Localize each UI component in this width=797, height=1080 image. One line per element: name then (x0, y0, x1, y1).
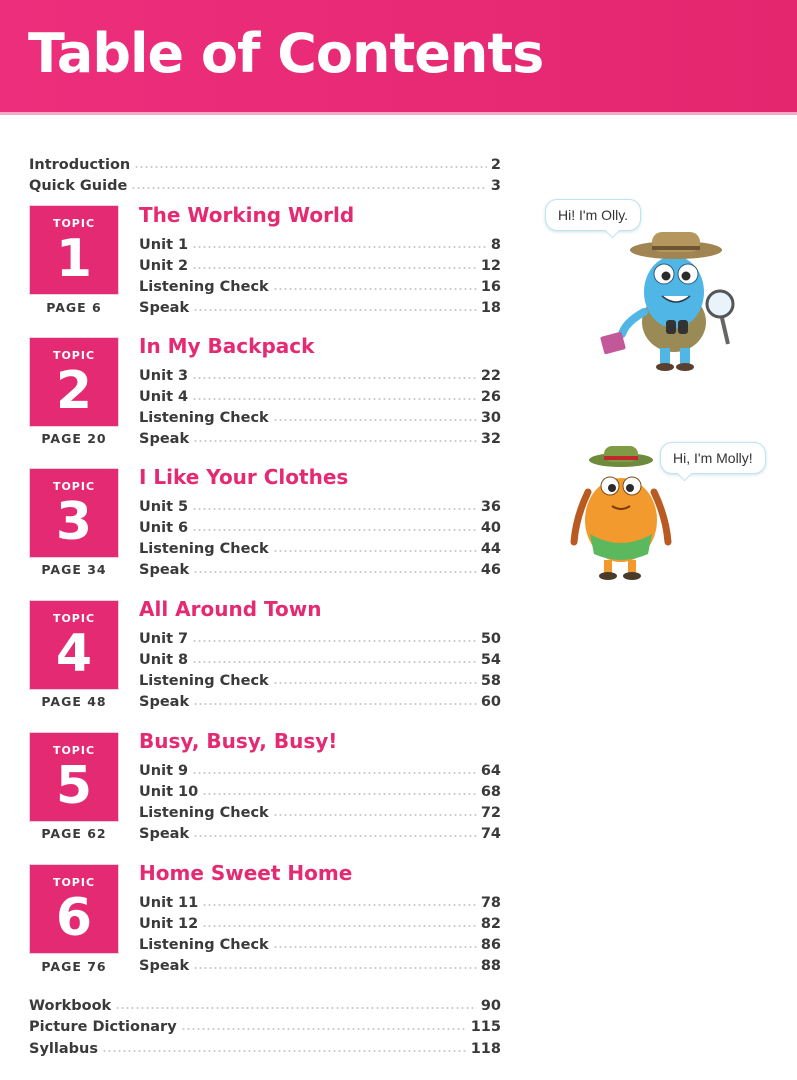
toc-entry-page: 64 (480, 763, 501, 779)
toc-entry-label: Unit 12 (139, 916, 199, 932)
dot-leader (102, 1048, 467, 1054)
olly-speech-text: Hi! I'm Olly. (558, 207, 629, 223)
topic-start-page: PAGE 34 (41, 562, 107, 577)
molly-speech-text: Hi, I'm Molly! (673, 450, 753, 466)
topic-start-page: PAGE 76 (41, 959, 107, 974)
toc-entry-label: Listening Check (139, 541, 269, 557)
dot-leader (193, 833, 477, 839)
toc-entry-label: Quick Guide (29, 178, 128, 194)
toc-entry[interactable] (139, 801, 501, 821)
topic-badge-4[interactable] (30, 601, 118, 689)
dot-leader (192, 265, 477, 271)
toc-entry-page: 90 (480, 998, 501, 1014)
topic-label: TOPIC (52, 876, 96, 889)
toc-entry[interactable] (139, 233, 501, 253)
toc-entry[interactable] (139, 822, 501, 842)
dot-leader (181, 1026, 467, 1032)
toc-entry[interactable] (139, 364, 501, 384)
toc-entry-label: Unit 2 (139, 258, 189, 274)
toc-entry[interactable] (139, 954, 501, 974)
toc-entry[interactable] (139, 427, 501, 447)
toc-entry[interactable] (139, 627, 501, 647)
toc-entry[interactable] (139, 648, 501, 668)
toc-entry-introduction[interactable] (29, 153, 501, 173)
topic-title[interactable]: The Working World (139, 203, 355, 227)
toc-entry-page: 3 (490, 178, 501, 194)
toc-entry-page: 26 (480, 389, 501, 405)
topic-badge-6[interactable] (30, 865, 118, 953)
toc-entry-page: 50 (480, 631, 501, 647)
toc-entry[interactable] (139, 690, 501, 710)
topic-title[interactable]: All Around Town (139, 597, 322, 621)
dot-leader (192, 244, 487, 250)
toc-entry[interactable] (139, 558, 501, 578)
topic-start-page: PAGE 62 (41, 826, 107, 841)
topic-label: TOPIC (52, 744, 96, 757)
topic-number: 6 (55, 888, 93, 948)
toc-entry-label: Unit 3 (139, 368, 189, 384)
toc-entry-page: 36 (480, 499, 501, 515)
topic-start-page: PAGE 20 (41, 431, 107, 446)
topic-number: 5 (55, 756, 93, 816)
topic-title[interactable]: In My Backpack (139, 334, 315, 358)
dot-leader (193, 965, 477, 971)
toc-entry-label: Unit 9 (139, 763, 189, 779)
toc-entry-quick-guide[interactable] (29, 174, 501, 194)
toc-entry-page: 30 (480, 410, 501, 426)
page-header (0, 0, 797, 115)
topic-badge-1[interactable] (30, 206, 118, 294)
toc-entry[interactable] (139, 780, 501, 800)
toc-entry-label: Workbook (29, 998, 112, 1014)
toc-entry-page: 78 (480, 895, 501, 911)
dot-leader (273, 548, 477, 554)
topic-title[interactable]: Busy, Busy, Busy! (139, 729, 338, 753)
toc-entry-label: Unit 8 (139, 652, 189, 668)
dot-leader (192, 659, 477, 665)
toc-entry-label: Speak (139, 694, 190, 710)
toc-entry-label: Listening Check (139, 673, 269, 689)
topic-number: 4 (55, 624, 93, 684)
toc-entry-page: 22 (480, 368, 501, 384)
toc-entry-label: Unit 1 (139, 237, 189, 253)
toc-entry[interactable] (139, 254, 501, 274)
toc-entry-page: 118 (470, 1041, 501, 1057)
molly-character-illustration (566, 442, 676, 582)
topic-badge-3[interactable] (30, 469, 118, 557)
toc-entry-label: Picture Dictionary (29, 1019, 177, 1035)
topic-start-page: PAGE 6 (46, 300, 102, 315)
toc-entry-page: 32 (480, 431, 501, 447)
toc-entry-page: 60 (480, 694, 501, 710)
toc-entry-label: Unit 4 (139, 389, 189, 405)
toc-entry-page: 2 (490, 157, 501, 173)
topic-label: TOPIC (52, 349, 96, 362)
toc-entry-page: 86 (480, 937, 501, 953)
topic-number: 1 (55, 229, 93, 289)
topic-badge-5[interactable] (30, 733, 118, 821)
dot-leader (192, 770, 477, 776)
dot-leader (192, 527, 477, 533)
toc-entry-label: Listening Check (139, 279, 269, 295)
dot-leader (192, 638, 477, 644)
dot-leader (202, 902, 477, 908)
topic-label: TOPIC (52, 217, 96, 230)
topic-label: TOPIC (52, 480, 96, 493)
toc-entry-page: 8 (490, 237, 501, 253)
toc-entry-label: Speak (139, 958, 190, 974)
topic-start-page: PAGE 48 (41, 694, 107, 709)
toc-entry-page: 58 (480, 673, 501, 689)
toc-entry[interactable] (139, 669, 501, 689)
toc-entry-label: Unit 7 (139, 631, 189, 647)
toc-entry-picture-dictionary[interactable] (29, 1015, 501, 1035)
toc-entry-label: Speak (139, 300, 190, 316)
toc-entry-page: 40 (480, 520, 501, 536)
toc-entry[interactable] (139, 891, 501, 911)
toc-entry-page: 82 (480, 916, 501, 932)
topic-title[interactable]: Home Sweet Home (139, 861, 353, 885)
dot-leader (273, 812, 477, 818)
dot-leader (202, 791, 477, 797)
toc-entry-page: 12 (480, 258, 501, 274)
toc-entry[interactable] (139, 912, 501, 932)
toc-entry-syllabus[interactable] (29, 1037, 501, 1057)
dot-leader (192, 396, 477, 402)
toc-entry-page: 16 (480, 279, 501, 295)
dot-leader (202, 923, 477, 929)
toc-entry[interactable] (139, 495, 501, 515)
toc-entry[interactable] (139, 516, 501, 536)
toc-entry-label: Unit 5 (139, 499, 189, 515)
topic-number: 2 (55, 361, 93, 421)
toc-entry-label: Introduction (29, 157, 131, 173)
toc-entry-label: Unit 6 (139, 520, 189, 536)
toc-entry-page: 46 (480, 562, 501, 578)
toc-entry-page: 68 (480, 784, 501, 800)
toc-entry[interactable] (139, 385, 501, 405)
toc-entry-label: Listening Check (139, 937, 269, 953)
toc-entry-label: Speak (139, 562, 190, 578)
dot-leader (193, 569, 477, 575)
topic-badge-2[interactable] (30, 338, 118, 426)
toc-entry-label: Syllabus (29, 1041, 98, 1057)
dot-leader (273, 417, 477, 423)
toc-entry[interactable] (139, 537, 501, 557)
dot-leader (273, 680, 477, 686)
dot-leader (273, 286, 477, 292)
dot-leader (193, 701, 477, 707)
toc-entry[interactable] (139, 275, 501, 295)
toc-entry-label: Listening Check (139, 805, 269, 821)
toc-entry[interactable] (139, 759, 501, 779)
toc-entry[interactable] (139, 406, 501, 426)
toc-entry-label: Speak (139, 431, 190, 447)
toc-entry-label: Unit 11 (139, 895, 199, 911)
dot-leader (134, 164, 487, 170)
page-title: Table of Contents (28, 22, 544, 85)
toc-entry-page: 72 (480, 805, 501, 821)
dot-leader (193, 438, 477, 444)
toc-entry-label: Unit 10 (139, 784, 199, 800)
olly-character-illustration (596, 222, 756, 372)
toc-entry-page: 115 (470, 1019, 501, 1035)
toc-entry-page: 18 (480, 300, 501, 316)
toc-entry-label: Speak (139, 826, 190, 842)
toc-entry[interactable] (139, 296, 501, 316)
dot-leader (131, 185, 487, 191)
dot-leader (273, 944, 477, 950)
topic-number: 3 (55, 492, 93, 552)
toc-entry[interactable] (139, 933, 501, 953)
toc-entry-page: 88 (480, 958, 501, 974)
dot-leader (192, 506, 477, 512)
toc-entry-label: Listening Check (139, 410, 269, 426)
topic-label: TOPIC (52, 612, 96, 625)
topic-title[interactable]: I Like Your Clothes (139, 465, 349, 489)
toc-entry-page: 74 (480, 826, 501, 842)
dot-leader (192, 375, 477, 381)
toc-entry-page: 54 (480, 652, 501, 668)
toc-entry-workbook[interactable] (29, 994, 501, 1014)
toc-entry-page: 44 (480, 541, 501, 557)
dot-leader (193, 307, 477, 313)
dot-leader (115, 1005, 477, 1011)
